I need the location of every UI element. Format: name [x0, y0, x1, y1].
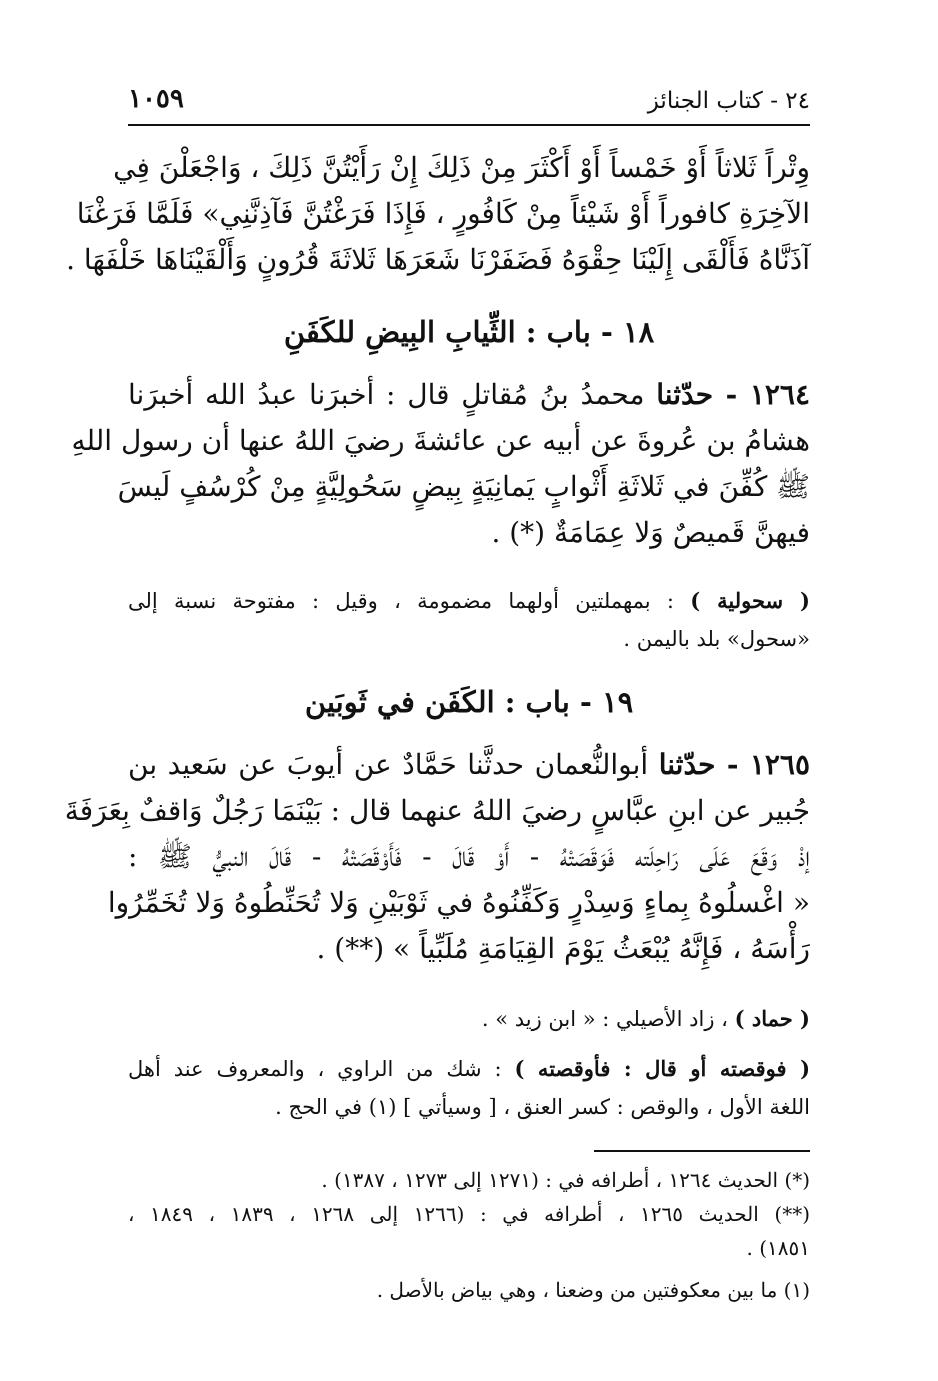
text-line: هشامُ بن عُروةَ عن أبيه عن عائشةَ رضيَ اللهُ عنها أن رسول اللهِ: [71, 424, 810, 457]
explanatory-note: [128, 1050, 810, 1126]
note-term: ( سحولية ): [690, 588, 810, 613]
footnote-separator: [594, 1150, 810, 1152]
chapter-heading-18: ١٨ - باب : الثِّيابِ البِيضِ للكَفَنِ: [283, 315, 655, 349]
text-line: آذَنَّاهُ فَأَلْقَى إِلَيْنَا حِقْوَهُ فَضَفَرْنَا شَعَرَهَا ثَلاثَةَ قُرُونٍ وَأَلْقَيْنَاهَا خَلْفَهَا .: [66, 243, 810, 276]
page-header: [128, 84, 810, 126]
text-line: وِتْراً ثَلاثاً أَوْ خَمْساً أَوْ أَكْثَرَ مِنْ ذَلِكَ إِنْ رَأَيْتُنَّ ذَلِكَ ، وَاجْعَلْنَ فِي: [113, 151, 810, 184]
hadith-number: ١٢٦٤ - حدّثنا: [656, 378, 810, 411]
chapter-heading-19: ١٩ - باب : الكَفَن في ثَوبَين: [304, 685, 634, 719]
text-line: جُبير عن ابنِ عبَّاسٍ رضيَ اللهُ عنهما قال : بَيْنَمَا رَجُلٌ وَاقفٌ بِعَرَفَةَ: [64, 794, 810, 827]
text-line: «سحول» بلد باليمن .: [623, 627, 810, 651]
footnotes: [128, 1163, 810, 1307]
note-term: ( فوقصته أو قال : فأوقصته ): [514, 1056, 810, 1081]
text-line: ١٢٦٥ - حدّثنا أبوالنُّعمان حدثَّنا حَمَّادٌ عن أيوبَ عن سَعيد بن: [128, 748, 810, 781]
footnote: ١٨٥١) .: [746, 1236, 810, 1260]
text-line: الآخِرَةِ كافوراً أَوْ شَيْئاً مِنْ كَافُورٍ ، فَإِذَا فَرَغْتُنَّ فَآذِنَّنِي» فَلَمَّا فَرَغْنَا: [76, 197, 810, 230]
footnote: (١) ما بين معكوفتين من وضعنا ، وهي بياض بالأصل .: [376, 1278, 810, 1302]
text-line: ( حماد ) ، زاد الأصيلي : « ابن زيد » .: [481, 1006, 810, 1031]
hadith-1264: [71, 372, 810, 556]
continued-hadith-text: [66, 145, 810, 283]
page-number: ١٠٥٩: [128, 84, 184, 114]
explanatory-note: [128, 582, 810, 658]
running-title: ٢٤ - كتاب الجنائز: [647, 88, 810, 114]
text-line: ( سحولية ) : بمهملتين أولهما مضمومة ، وقيل : مفتوحة نسبة إلى: [128, 588, 810, 613]
text-line: فيهنَّ قَميصٌ وَلا عِمَامَةٌ (*) .: [491, 516, 810, 549]
text-line: ١٢٦٤ - حدّثنا محمدُ بنُ مُقاتلٍ قال : أخبرَنا عبدُ الله أخبرَنا: [128, 378, 810, 411]
footnote: (**) الحديث ١٢٦٥ ، أطرافه في : (١٢٦٦ إلى ١٢٦٨ ، ١٨٣٩ ، ١٨٤٩ ،: [128, 1202, 811, 1226]
hadith-1265: [64, 742, 810, 972]
note-term: ( حماد ): [734, 1006, 810, 1031]
explanatory-note: [128, 1000, 810, 1038]
hadith-number: ١٢٦٥ - حدّثنا: [658, 748, 810, 781]
text-line: ﷺ كُفِّنَ في ثَلاثَةِ أَثْوابٍ يَمانِيَةٍ بِيضٍ سَحُولِيَّةٍ مِنْ كُرْسُفٍ لَيسَ: [117, 470, 810, 503]
text-line: إذْ وَقَعَ عَلَى رَاحِلَته فَوَقَصَتْهُ - أَوْ قَالَ - فَأَوْقَصَتْهُ - قَالَ النبيُّ ﷺ :: [128, 840, 810, 873]
footnote: (*) الحديث ١٢٦٤ ، أطرافه في : (١٢٧١ إلى ١٢٧٣ ، ١٣٨٧) .: [321, 1168, 810, 1192]
text-line: ( فوقصته أو قال : فأوقصته ) : شك من الراوي ، والمعروف عند أهل: [128, 1056, 810, 1081]
text-line: اللغة الأول ، والوقص : كسر العنق ، [ وسيأتي ] (١) في الحج .: [275, 1095, 810, 1119]
text-line: « اغْسلُوهُ بِماءٍ وَسِدْرٍ وَكَفِّنُوهُ في ثَوْبَيْنِ وَلا تُحَنِّطُوهُ وَلا تُخَمِّرُوا: [107, 886, 810, 919]
text-line: رَأْسَهُ ، فَإِنَّهُ يُبْعَثُ يَوْمَ القِيَامَةِ مُلَبِّياً » (**) .: [316, 932, 810, 965]
